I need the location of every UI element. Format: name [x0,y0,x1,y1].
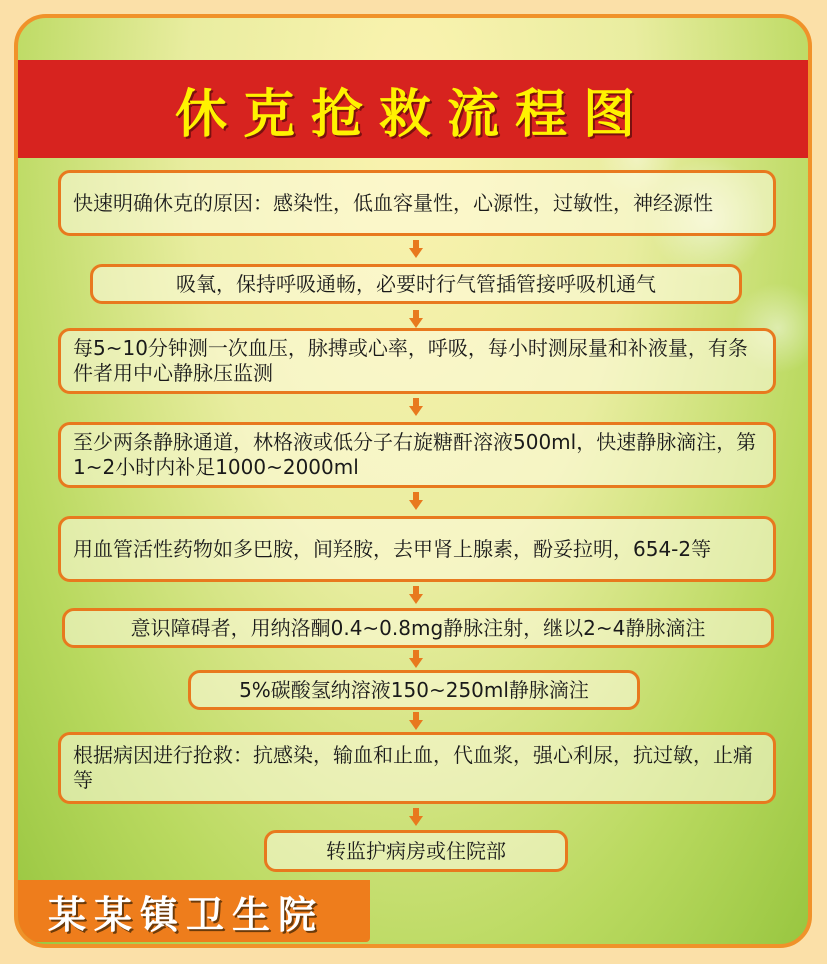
step-7-text: 5%碳酸氢纳溶液150~250ml静脉滴注 [239,677,589,702]
title-band [18,60,808,158]
page-title: 休克抢救流程图 [174,83,651,145]
step-9-box [264,830,568,872]
arrow-down-icon [409,310,423,328]
arrow-down-icon [409,586,423,604]
step-8-text: 根据病因进行抢救：抗感染，输血和止血，代血浆，强心利尿，抗过敏，止痛等 [73,743,753,792]
step-4-box [58,422,776,488]
step-4-text: 至少两条静脉通道，林格液或低分子右旋糖酐溶液500ml，快速静脉滴注，第1~2小时内补足1000~2000ml [73,430,757,479]
step-2-text: 吸氧，保持呼吸通畅，必要时行气管插管接呼吸机通气 [176,271,656,296]
step-1-text: 快速明确休克的原因：感染性，低血容量性，心源性，过敏性，神经源性 [73,190,713,215]
hospital-name: 某某镇卫生院 [48,891,325,937]
arrow-down-icon [409,492,423,510]
step-5-text: 用血管活性药物如多巴胺，间羟胺，去甲肾上腺素，酚妥拉明，654-2等 [73,536,712,561]
step-7-box [188,670,640,710]
step-3-text: 每5~10分钟测一次血压，脉搏或心率，呼吸，每小时测尿量和补液量，有条件者用中心静脉压监测 [73,336,748,385]
arrow-down-icon [409,808,423,826]
step-9-text: 转监护病房或住院部 [326,838,506,863]
arrow-down-icon [409,712,423,730]
step-5-box [58,516,776,582]
arrow-down-icon [409,650,423,668]
step-8-box [58,732,776,804]
arrow-down-icon [409,240,423,258]
step-6-box [62,608,774,648]
step-6-text: 意识障碍者，用纳洛酮0.4~0.8mg静脉注射，继以2~4静脉滴注 [130,615,706,640]
flowchart-board [14,14,812,948]
arrow-down-icon [409,398,423,416]
step-2-box [90,264,742,304]
step-1-box [58,170,776,236]
step-3-box [58,328,776,394]
footer-band [18,880,370,942]
